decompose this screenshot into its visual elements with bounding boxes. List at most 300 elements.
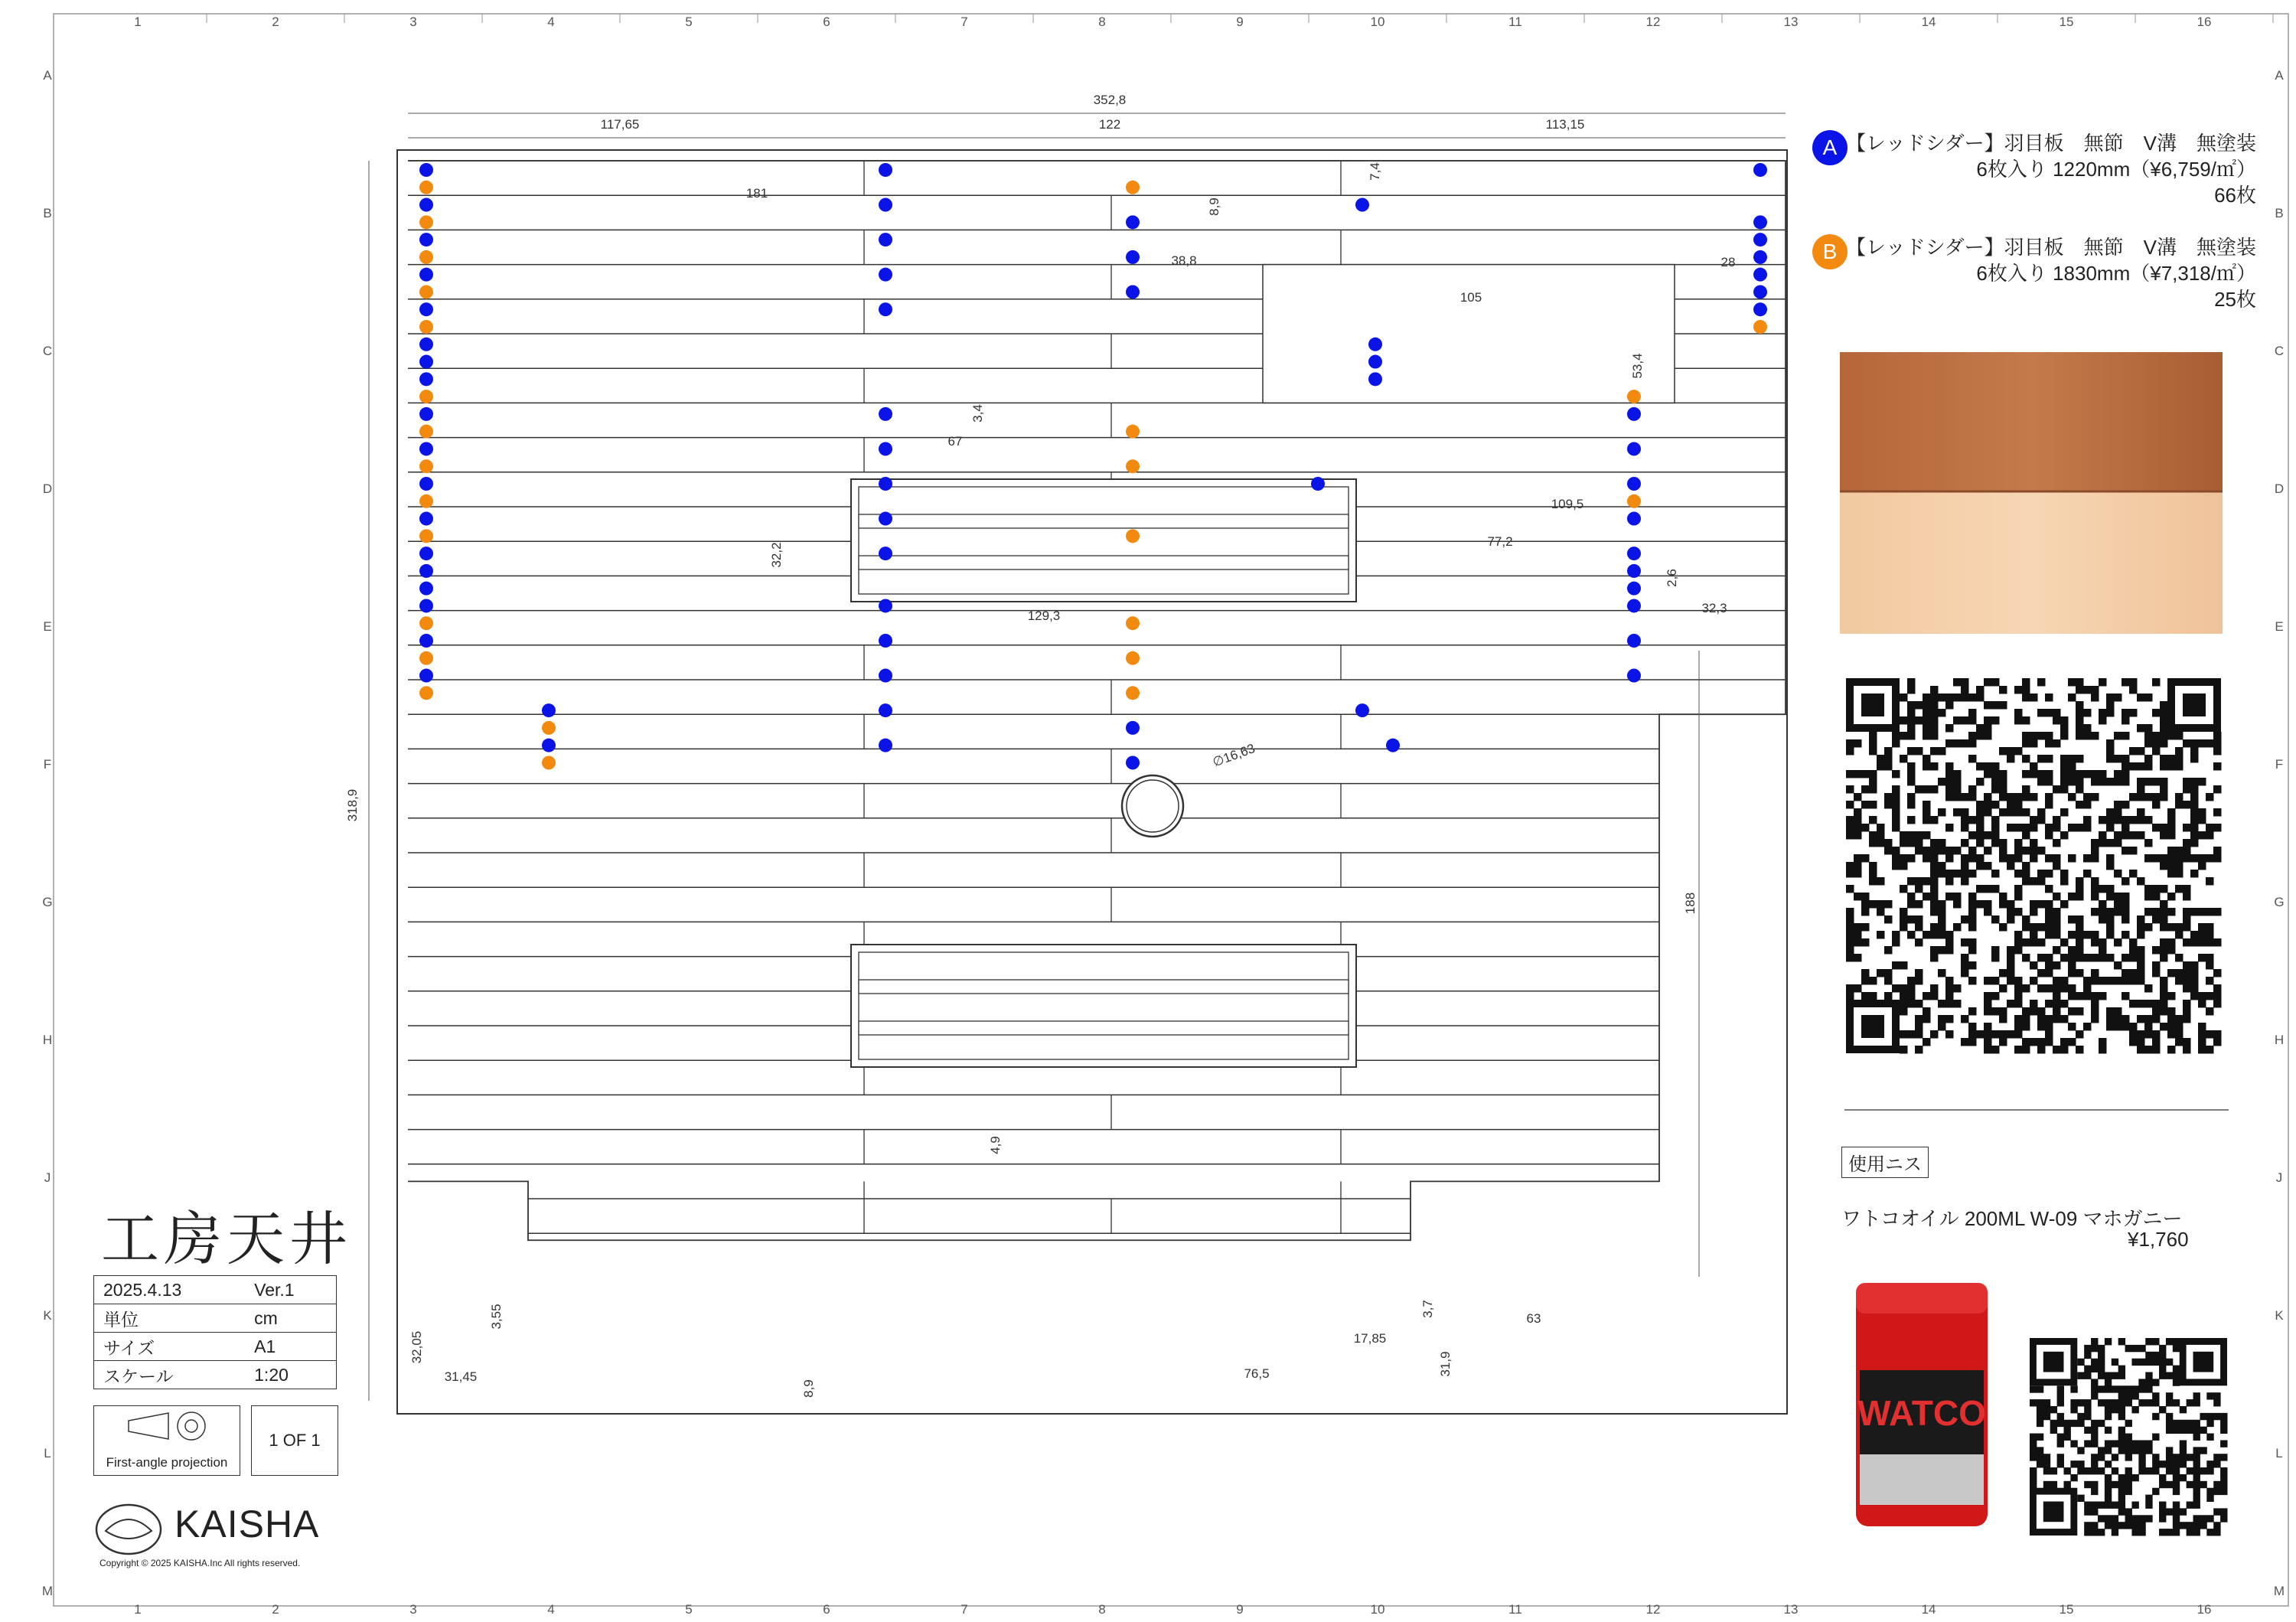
- qr-module: [2152, 1046, 2161, 1054]
- qr-module: [1968, 908, 1977, 916]
- qr-module: [1945, 739, 1954, 748]
- qr-module: [1999, 808, 2007, 817]
- qr-module: [2125, 1447, 2132, 1454]
- marker-a: [419, 599, 433, 612]
- qr-module: [2068, 915, 2076, 924]
- qr-module: [2037, 1399, 2043, 1406]
- qr-module: [2070, 1420, 2077, 1427]
- qr-module: [2077, 1399, 2084, 1406]
- qr-module: [1854, 831, 1862, 840]
- qr-module: [2106, 824, 2115, 832]
- qr-module: [1953, 847, 1962, 855]
- dimension-label: 188: [1683, 892, 1698, 915]
- qr-module: [2137, 808, 2145, 817]
- material-a-line1: 【レッドシダー】羽目板 無節 V溝 無塗装: [1845, 132, 2256, 155]
- qr-module: [2193, 1460, 2200, 1467]
- qr-module: [2057, 1454, 2064, 1460]
- qr-module: [1861, 893, 1870, 901]
- qr-module: [2152, 1352, 2159, 1359]
- qr-module: [1999, 778, 2007, 786]
- qr-module: [2076, 938, 2084, 947]
- qr-module: [2144, 1000, 2153, 1008]
- qr-module: [1953, 893, 1962, 901]
- qr-module: [2076, 824, 2084, 832]
- marker-a: [879, 302, 892, 316]
- qr-module: [1846, 816, 1854, 824]
- qr-module: [2167, 824, 2176, 832]
- qr-module: [1961, 816, 1969, 824]
- qr-module: [2068, 778, 2076, 786]
- qr-module: [2213, 1529, 2220, 1536]
- qr-module: [1991, 801, 2000, 809]
- qr-module: [1938, 908, 1946, 916]
- qr-module: [1854, 808, 1862, 817]
- qr-module: [1877, 908, 1885, 916]
- qr-module: [2022, 808, 2030, 817]
- qr-module: [2183, 885, 2191, 893]
- marker-b: [1126, 425, 1140, 439]
- qr-module: [2175, 801, 2183, 809]
- qr-module: [1930, 954, 1939, 962]
- qr-module: [1900, 923, 1908, 932]
- qr-module: [2099, 778, 2107, 786]
- grid-col-label: 15: [2059, 15, 2074, 29]
- qr-module: [2076, 785, 2084, 794]
- qr-module: [2144, 732, 2153, 740]
- dimension-label: 8,9: [1207, 197, 1221, 216]
- qr-module: [2014, 893, 2023, 901]
- qr-module: [2138, 1359, 2145, 1366]
- qr-module: [2030, 977, 2038, 985]
- qr-module: [2138, 1515, 2145, 1522]
- qr-module: [1884, 946, 1893, 955]
- qr-module: [1884, 747, 1893, 756]
- qr-module: [1892, 732, 1900, 740]
- qr-module: [2159, 1345, 2166, 1352]
- qr-module: [2105, 1372, 2112, 1379]
- qr-module: [2198, 954, 2206, 962]
- qr-module: [2193, 1392, 2200, 1399]
- qr-module: [2137, 762, 2145, 771]
- qr-module: [2077, 1460, 2084, 1467]
- qr-module: [2098, 1420, 2105, 1427]
- qr-module: [2200, 1413, 2206, 1420]
- qr-module: [2068, 992, 2076, 1000]
- qr-module: [2076, 915, 2084, 924]
- qr-module: [1869, 870, 1877, 878]
- qr-module: [2091, 793, 2099, 801]
- grid-row-label: L: [44, 1446, 51, 1460]
- qr-module: [2125, 1522, 2132, 1529]
- marker-a: [419, 477, 433, 491]
- qr-module: [2145, 1385, 2152, 1392]
- qr-module: [1900, 984, 1908, 993]
- qr-module: [1968, 831, 1977, 840]
- qr-module: [2112, 1440, 2118, 1447]
- qr-module: [2084, 1372, 2091, 1379]
- qr-module: [1968, 847, 1977, 855]
- qr-module: [1930, 847, 1939, 855]
- qr-module: [2213, 1038, 2222, 1046]
- qr-module: [2137, 1015, 2145, 1023]
- info-row: [94, 1276, 337, 1304]
- qr-module: [2030, 1385, 2037, 1392]
- qr-module: [2105, 1440, 2112, 1447]
- qr-module: [2152, 1413, 2159, 1420]
- qr-finder: [2043, 1502, 2064, 1522]
- qr-module: [2084, 1522, 2091, 1529]
- qr-module: [2125, 1385, 2132, 1392]
- qr-module: [1930, 686, 1939, 694]
- qr-module: [2091, 1379, 2098, 1385]
- qr-module: [2091, 977, 2099, 985]
- qr-finder: [1861, 694, 1884, 716]
- qr-module: [2213, 762, 2222, 771]
- qr-module: [2206, 831, 2214, 840]
- qr-module: [2014, 824, 2023, 832]
- qr-module: [2014, 908, 2023, 916]
- qr-module: [1884, 969, 1893, 977]
- qr-module: [2145, 1515, 2152, 1522]
- qr-module: [2091, 1522, 2098, 1529]
- qr-module: [2060, 870, 2069, 878]
- qr-module: [2037, 755, 2046, 763]
- qr-module: [2206, 1467, 2213, 1474]
- grid-row-label: D: [42, 481, 53, 496]
- marker-a: [879, 477, 892, 491]
- qr-module: [1923, 1015, 1931, 1023]
- dimension-label: ∅16,63: [1210, 741, 1257, 770]
- qr-module: [1869, 831, 1877, 840]
- qr-module: [2206, 1488, 2213, 1495]
- qr-module: [2083, 724, 2092, 733]
- qr-module: [2037, 1460, 2043, 1467]
- qr-module: [2105, 1427, 2112, 1434]
- qr-module: [2014, 946, 2023, 955]
- qr-module: [1900, 1000, 1908, 1008]
- qr-module: [2159, 1372, 2166, 1379]
- qr-module: [2213, 1454, 2220, 1460]
- qr-module: [2175, 885, 2183, 893]
- qr-module: [1999, 893, 2007, 901]
- qr-module: [2091, 1427, 2098, 1434]
- qr-module: [2077, 1420, 2084, 1427]
- qr-module: [1915, 900, 1923, 909]
- qr-module: [2200, 1515, 2206, 1522]
- qr-module: [1991, 954, 2000, 962]
- qr-module: [1945, 1000, 1954, 1008]
- qr-module: [1907, 816, 1916, 824]
- marker-a: [1753, 268, 1767, 282]
- qr-module: [2160, 915, 2168, 924]
- marker-a: [419, 372, 433, 386]
- marker-a: [419, 338, 433, 351]
- qr-module: [2099, 716, 2107, 725]
- qr-module: [1884, 915, 1893, 924]
- qr-module: [2193, 1529, 2200, 1536]
- marker-a: [419, 582, 433, 596]
- qr-module: [1915, 831, 1923, 840]
- qr-module: [2045, 801, 2053, 809]
- qr-module: [2183, 915, 2191, 924]
- qr-module: [2183, 923, 2191, 932]
- marker-a: [879, 739, 892, 752]
- qr-module: [1976, 900, 1985, 909]
- info-row: [94, 1361, 337, 1389]
- qr-module: [2106, 1015, 2115, 1023]
- qr-module: [1900, 915, 1908, 924]
- qr-module: [2068, 1023, 2076, 1031]
- qr-module: [2077, 1372, 2084, 1379]
- marker-a: [879, 268, 892, 282]
- qr-module: [1984, 1046, 1992, 1054]
- qr-module: [2167, 1030, 2176, 1039]
- qr-module: [2037, 1015, 2046, 1023]
- qr-module: [2125, 1474, 2132, 1481]
- qr-module: [1961, 694, 1969, 702]
- qr-module: [2129, 709, 2138, 717]
- qr-module: [2045, 694, 2053, 702]
- qr-module: [2045, 915, 2053, 924]
- qr-module: [2037, 1420, 2043, 1427]
- qr-module: [2125, 1420, 2132, 1427]
- qr-module: [2175, 793, 2183, 801]
- grid-col-label: 8: [1098, 15, 1106, 29]
- qr-module: [2083, 801, 2092, 809]
- qr-module: [2190, 816, 2199, 824]
- qr-module: [2014, 931, 2023, 939]
- marker-a: [419, 547, 433, 560]
- qr-module: [2137, 969, 2145, 977]
- dimension-label: 32,2: [769, 542, 784, 568]
- qr-module: [1892, 801, 1900, 809]
- marker-a: [1126, 756, 1140, 769]
- qr-module: [1869, 732, 1877, 740]
- qr-module: [2206, 739, 2214, 748]
- qr-module: [1846, 785, 1854, 794]
- grid-col-label: 9: [1236, 1602, 1244, 1617]
- qr-module: [2175, 1030, 2183, 1039]
- qr-module: [2220, 1467, 2227, 1474]
- qr-module: [2114, 755, 2122, 763]
- qr-module: [2159, 1460, 2166, 1467]
- qr-module: [2076, 893, 2084, 901]
- qr-module: [2180, 1522, 2187, 1529]
- qr-module: [2198, 854, 2206, 863]
- marker-a: [419, 233, 433, 246]
- qr-module: [2144, 984, 2153, 993]
- qr-module: [1923, 816, 1931, 824]
- qr-module: [1930, 839, 1939, 847]
- qr-module: [2144, 694, 2153, 702]
- qr-module: [2144, 839, 2153, 847]
- qr-module: [2160, 900, 2168, 909]
- qr-module: [2166, 1372, 2173, 1379]
- qr-module: [1968, 755, 1977, 763]
- grid-col-label: 7: [960, 1602, 968, 1617]
- qr-module: [2125, 1392, 2132, 1399]
- qr-module: [2160, 1000, 2168, 1008]
- qr-module: [2037, 1046, 2046, 1054]
- qr-module: [2030, 877, 2038, 886]
- qr-module: [2144, 762, 2153, 771]
- qr-module: [1991, 831, 2000, 840]
- qr-module: [2076, 801, 2084, 809]
- qr-module: [2173, 1474, 2180, 1481]
- qr-module: [1846, 801, 1854, 809]
- qr-module: [2152, 893, 2161, 901]
- qr-module: [1961, 938, 1969, 947]
- qr-module: [1945, 778, 1954, 786]
- qr-module: [1930, 992, 1939, 1000]
- qr-module: [2057, 1399, 2064, 1406]
- qr-module: [2053, 923, 2061, 932]
- qr-module: [2022, 915, 2030, 924]
- qr-module: [2183, 1000, 2191, 1008]
- qr-module: [1861, 992, 1870, 1000]
- qr-module: [2175, 847, 2183, 855]
- qr-module: [2122, 977, 2130, 985]
- qr-module: [2167, 870, 2176, 878]
- light-tube: [859, 1021, 1349, 1035]
- qr-module: [2091, 1454, 2098, 1460]
- qr-module: [2091, 770, 2099, 778]
- qr-module: [1945, 785, 1954, 794]
- qr-module: [2060, 1046, 2069, 1054]
- qr-module: [2030, 793, 2038, 801]
- qr-module: [2122, 824, 2130, 832]
- qr-module: [2076, 724, 2084, 733]
- qr-module: [1999, 686, 2007, 694]
- qr-module: [2198, 808, 2206, 817]
- qr-module: [1907, 977, 1916, 985]
- qr-module: [1976, 816, 1985, 824]
- qr-module: [2183, 801, 2191, 809]
- dimension-label: 4,9: [988, 1136, 1003, 1154]
- grid-row-label: C: [42, 344, 53, 358]
- qr-module: [2091, 1467, 2098, 1474]
- qr-module: [2098, 1467, 2105, 1474]
- qr-module: [2076, 992, 2084, 1000]
- qr-module: [1900, 862, 1908, 870]
- qr-module: [2167, 1023, 2176, 1031]
- qr-module: [2159, 1406, 2166, 1413]
- qr-module: [2122, 915, 2130, 924]
- marker-a: [1753, 233, 1767, 246]
- qr-module: [1961, 915, 1969, 924]
- qr-module: [2166, 1447, 2173, 1454]
- qr-module: [1976, 854, 1985, 863]
- qr-module: [1991, 778, 2000, 786]
- qr-module: [2180, 1440, 2187, 1447]
- qr-module: [2083, 793, 2092, 801]
- qr-module: [2118, 1427, 2125, 1434]
- qr-module: [2118, 1488, 2125, 1495]
- qr-module: [2037, 969, 2046, 977]
- qr-module: [2076, 678, 2084, 687]
- qr-module: [1907, 747, 1916, 756]
- qr-module: [2206, 1420, 2213, 1427]
- marker-a: [1753, 285, 1767, 299]
- qr-module: [2076, 877, 2084, 886]
- qr-module: [2173, 1427, 2180, 1434]
- projection-label: First-angle projection: [106, 1455, 228, 1470]
- qr-module: [2114, 870, 2122, 878]
- qr-module: [2007, 977, 2015, 985]
- qr-module: [2105, 1515, 2112, 1522]
- qr-module: [2137, 831, 2145, 840]
- qr-module: [2037, 770, 2046, 778]
- qr-module: [1907, 893, 1916, 901]
- qr-module: [1938, 969, 1946, 977]
- qr-module: [1930, 732, 1939, 740]
- qr-module: [1968, 900, 1977, 909]
- grid-col-label: 13: [1783, 1602, 1799, 1617]
- qr-module: [2114, 770, 2122, 778]
- qr-module: [2137, 961, 2145, 970]
- qr-module: [2213, 969, 2222, 977]
- qr-module: [1923, 1038, 1931, 1046]
- qr-module: [2193, 1447, 2200, 1454]
- grid-row-label: J: [44, 1170, 51, 1185]
- qr-module: [2206, 1007, 2214, 1016]
- light-tube: [859, 556, 1349, 569]
- qr-module: [1877, 900, 1885, 909]
- qr-module: [2131, 1385, 2138, 1392]
- qr-module: [1945, 893, 1954, 901]
- marker-a: [1627, 512, 1641, 526]
- qr-module: [1968, 732, 1977, 740]
- qr-module: [2180, 1420, 2187, 1427]
- qr-module: [2022, 1007, 2030, 1016]
- qr-module: [2167, 808, 2176, 817]
- qr-module: [1930, 984, 1939, 993]
- qr-module: [1961, 793, 1969, 801]
- grid-col-label: 5: [685, 1602, 693, 1617]
- qr-module: [2106, 1007, 2115, 1016]
- marker-b: [419, 181, 433, 194]
- qr-module: [2053, 908, 2061, 916]
- grid-col-label: 11: [1508, 15, 1522, 29]
- qr-module: [2180, 1508, 2187, 1515]
- qr-module: [2014, 839, 2023, 847]
- qr-module: [1976, 686, 1985, 694]
- qr-module: [2160, 938, 2168, 947]
- qr-module: [2220, 1420, 2227, 1427]
- dimension-label: 32,3: [1701, 601, 1727, 615]
- qr-module: [2144, 778, 2153, 786]
- qr-module: [1923, 762, 1931, 771]
- qr-module: [2183, 839, 2191, 847]
- material-b-line2: 6枚入り 1830mm（¥7,318/㎡）: [1976, 262, 2256, 285]
- marker-a: [1355, 703, 1369, 717]
- varnish-price: ¥1,760: [2128, 1228, 2189, 1251]
- qr-module: [2160, 854, 2168, 863]
- qr-module: [2083, 709, 2092, 717]
- qr-module: [2091, 854, 2099, 863]
- qr-module: [1907, 716, 1916, 725]
- qr-module: [2220, 1481, 2227, 1488]
- qr-module: [2007, 961, 2015, 970]
- qr-module: [2137, 1030, 2145, 1039]
- qr-module: [1869, 977, 1877, 985]
- qr-module: [2083, 732, 2092, 740]
- qr-module: [1991, 678, 2000, 687]
- qr-module: [2159, 1474, 2166, 1481]
- qr-module: [2190, 839, 2199, 847]
- qr-module: [2118, 1440, 2125, 1447]
- qr-module: [2206, 908, 2214, 916]
